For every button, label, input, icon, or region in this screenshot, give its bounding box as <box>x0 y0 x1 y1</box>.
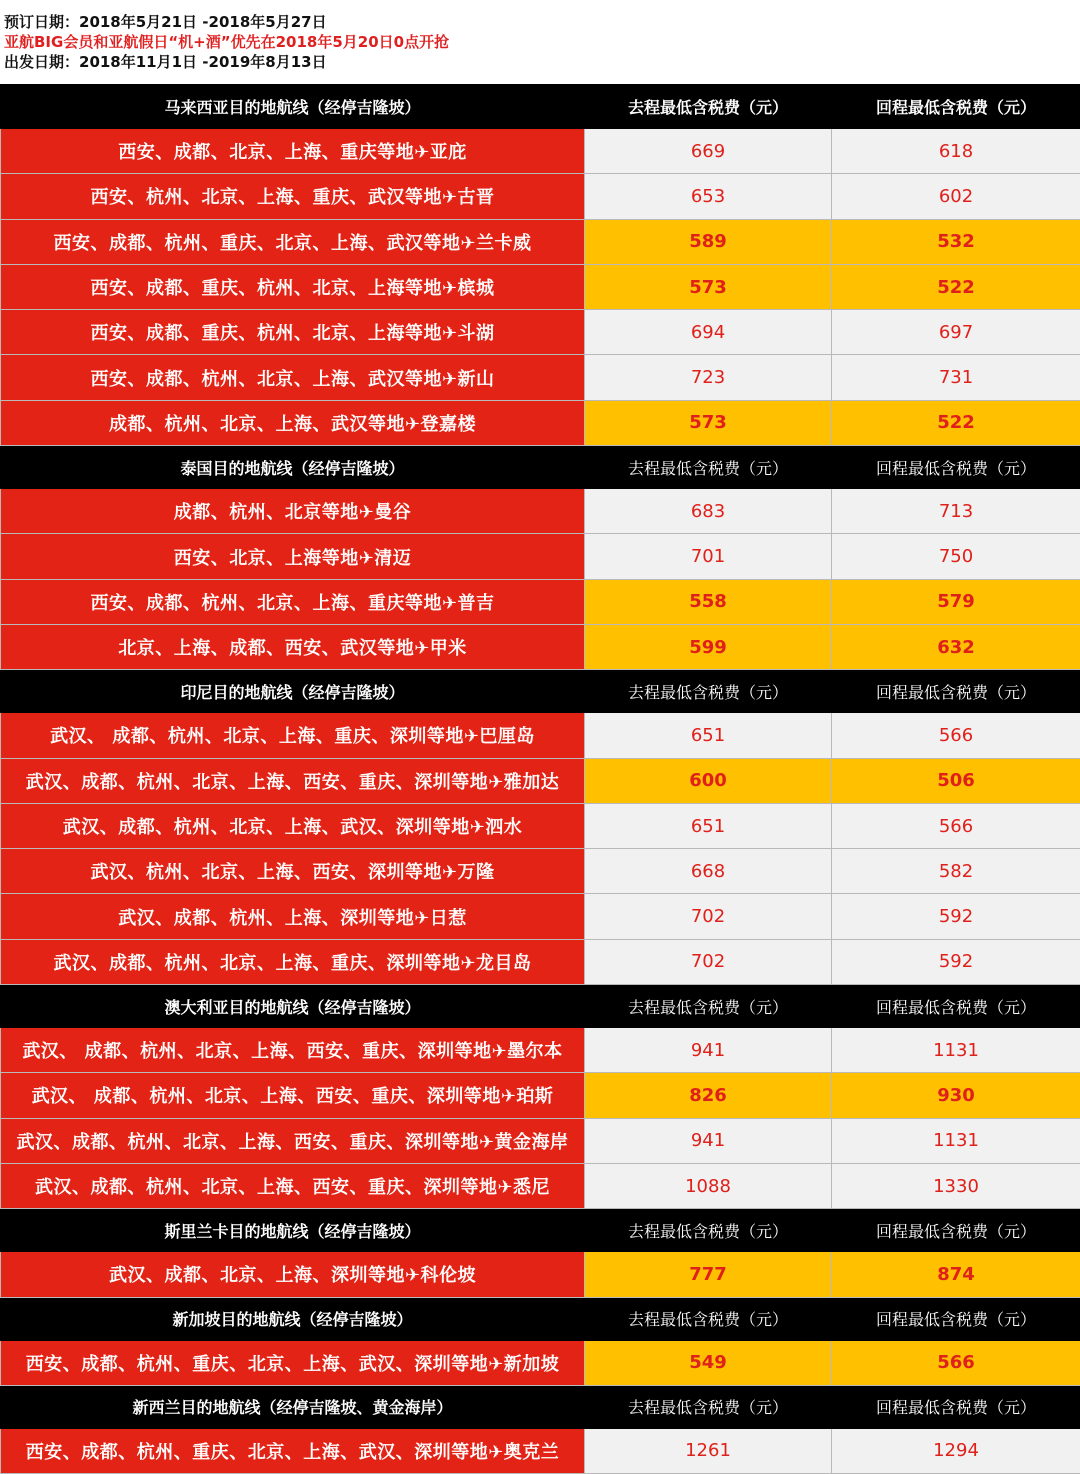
outbound-fare-header: 去程最低含税费（元） <box>585 985 832 1028</box>
route-cell: 北京、上海、成都、西安、武汉等地✈甲米 <box>1 624 585 669</box>
return-fare-cell: 566 <box>832 713 1080 758</box>
section-title: 泰国目的地航线（经停吉隆坡） <box>1 446 585 489</box>
outbound-fare-cell: 1088 <box>585 1163 832 1208</box>
outbound-fare-cell: 573 <box>585 264 832 309</box>
outbound-fare-header: 去程最低含税费（元） <box>585 446 832 489</box>
route-fare-row <box>1 489 1080 534</box>
route-fare-row <box>1 1252 1080 1297</box>
return-fare-cell: 579 <box>832 579 1080 624</box>
return-fare-cell: 592 <box>832 939 1080 984</box>
return-fare-header: 回程最低含税费（元） <box>832 985 1080 1028</box>
return-fare-header: 回程最低含税费（元） <box>832 85 1080 129</box>
priority-note: 亚航BIG会员和亚航假日“机+酒”优先在2018年5月20日0点开抢 <box>4 32 1080 52</box>
return-fare-cell: 592 <box>832 894 1080 939</box>
return-fare-cell: 1131 <box>832 1028 1080 1073</box>
outbound-fare-cell: 683 <box>585 489 832 534</box>
route-cell: 武汉、杭州、北京、上海、西安、深圳等地✈万隆 <box>1 849 585 894</box>
fare-table-body <box>1 85 1080 1474</box>
route-cell: 西安、成都、杭州、北京、上海、武汉等地✈新山 <box>1 355 585 400</box>
outbound-fare-cell: 723 <box>585 355 832 400</box>
route-fare-row <box>1 1340 1080 1385</box>
section-header-row <box>1 985 1080 1028</box>
outbound-fare-cell: 669 <box>585 129 832 174</box>
route-fare-row <box>1 534 1080 579</box>
return-fare-cell: 522 <box>832 400 1080 445</box>
route-fare-row <box>1 624 1080 669</box>
route-fare-row <box>1 355 1080 400</box>
return-fare-cell: 602 <box>832 174 1080 219</box>
route-fare-row <box>1 1028 1080 1073</box>
section-title: 新西兰目的地航线（经停吉隆坡、黄金海岸） <box>1 1385 585 1428</box>
outbound-fare-cell: 589 <box>585 219 832 264</box>
outbound-fare-header: 去程最低含税费（元） <box>585 85 832 129</box>
route-cell: 西安、成都、杭州、重庆、北京、上海、武汉、深圳等地✈奥克兰 <box>1 1428 585 1473</box>
promo-header <box>0 0 1080 84</box>
route-fare-row <box>1 579 1080 624</box>
return-fare-header: 回程最低含税费（元） <box>832 1385 1080 1428</box>
return-fare-cell: 713 <box>832 489 1080 534</box>
route-cell: 武汉、成都、杭州、北京、上海、西安、重庆、深圳等地✈黄金海岸 <box>1 1118 585 1163</box>
route-fare-row <box>1 1428 1080 1473</box>
return-fare-cell: 566 <box>832 1340 1080 1385</box>
return-fare-cell: 618 <box>832 129 1080 174</box>
outbound-fare-cell: 668 <box>585 849 832 894</box>
section-header-row <box>1 1209 1080 1252</box>
route-cell: 西安、成都、重庆、杭州、北京、上海等地✈槟城 <box>1 264 585 309</box>
return-fare-cell: 566 <box>832 803 1080 848</box>
route-cell: 武汉、 成都、杭州、北京、上海、重庆、深圳等地✈巴厘岛 <box>1 713 585 758</box>
section-header-row <box>1 1385 1080 1428</box>
outbound-fare-cell: 702 <box>585 939 832 984</box>
fare-table <box>0 84 1080 1474</box>
route-fare-row <box>1 849 1080 894</box>
section-title: 新加坡目的地航线（经停吉隆坡） <box>1 1297 585 1340</box>
return-fare-cell: 532 <box>832 219 1080 264</box>
route-fare-row <box>1 939 1080 984</box>
route-fare-row <box>1 174 1080 219</box>
outbound-fare-cell: 600 <box>585 758 832 803</box>
section-header-row <box>1 85 1080 129</box>
route-cell: 武汉、成都、杭州、北京、上海、重庆、深圳等地✈龙目岛 <box>1 939 585 984</box>
outbound-fare-cell: 599 <box>585 624 832 669</box>
route-cell: 西安、成都、杭州、重庆、北京、上海、武汉、深圳等地✈新加坡 <box>1 1340 585 1385</box>
return-fare-cell: 1294 <box>832 1428 1080 1473</box>
outbound-fare-cell: 651 <box>585 803 832 848</box>
outbound-fare-cell: 694 <box>585 310 832 355</box>
outbound-fare-header: 去程最低含税费（元） <box>585 1297 832 1340</box>
return-fare-header: 回程最低含税费（元） <box>832 446 1080 489</box>
travel-period: 出发日期：2018年11月1日 -2019年8月13日 <box>4 52 1080 72</box>
route-cell: 西安、成都、杭州、重庆、北京、上海、武汉等地✈兰卡威 <box>1 219 585 264</box>
return-fare-header: 回程最低含税费（元） <box>832 1209 1080 1252</box>
route-cell: 武汉、成都、杭州、北京、上海、武汉、深圳等地✈泗水 <box>1 803 585 848</box>
outbound-fare-cell: 651 <box>585 713 832 758</box>
route-fare-row <box>1 758 1080 803</box>
return-fare-cell: 731 <box>832 355 1080 400</box>
route-cell: 武汉、成都、北京、上海、深圳等地✈科伦坡 <box>1 1252 585 1297</box>
route-cell: 西安、北京、上海等地✈清迈 <box>1 534 585 579</box>
route-fare-row <box>1 894 1080 939</box>
outbound-fare-cell: 701 <box>585 534 832 579</box>
return-fare-cell: 1330 <box>832 1163 1080 1208</box>
return-fare-cell: 750 <box>832 534 1080 579</box>
route-cell: 成都、杭州、北京等地✈曼谷 <box>1 489 585 534</box>
route-cell: 西安、成都、北京、上海、重庆等地✈亚庇 <box>1 129 585 174</box>
route-cell: 武汉、成都、杭州、北京、上海、西安、重庆、深圳等地✈悉尼 <box>1 1163 585 1208</box>
return-fare-cell: 697 <box>832 310 1080 355</box>
outbound-fare-cell: 573 <box>585 400 832 445</box>
route-cell: 成都、杭州、北京、上海、武汉等地✈登嘉楼 <box>1 400 585 445</box>
section-title: 澳大利亚目的地航线（经停吉隆坡） <box>1 985 585 1028</box>
section-title: 斯里兰卡目的地航线（经停吉隆坡） <box>1 1209 585 1252</box>
return-fare-cell: 930 <box>832 1073 1080 1118</box>
outbound-fare-header: 去程最低含税费（元） <box>585 1209 832 1252</box>
return-fare-cell: 874 <box>832 1252 1080 1297</box>
section-header-row <box>1 1297 1080 1340</box>
return-fare-header: 回程最低含税费（元） <box>832 670 1080 713</box>
outbound-fare-cell: 941 <box>585 1118 832 1163</box>
section-title: 印尼目的地航线（经停吉隆坡） <box>1 670 585 713</box>
route-fare-row <box>1 1118 1080 1163</box>
route-cell: 西安、成都、重庆、杭州、北京、上海等地✈斗湖 <box>1 310 585 355</box>
route-fare-row <box>1 1073 1080 1118</box>
route-cell: 武汉、成都、杭州、上海、深圳等地✈日惹 <box>1 894 585 939</box>
route-fare-row <box>1 713 1080 758</box>
return-fare-cell: 632 <box>832 624 1080 669</box>
route-fare-row <box>1 310 1080 355</box>
outbound-fare-cell: 549 <box>585 1340 832 1385</box>
return-fare-cell: 1131 <box>832 1118 1080 1163</box>
section-title: 马来西亚目的地航线（经停吉隆坡） <box>1 85 585 129</box>
outbound-fare-header: 去程最低含税费（元） <box>585 670 832 713</box>
section-header-row <box>1 670 1080 713</box>
outbound-fare-cell: 941 <box>585 1028 832 1073</box>
route-cell: 武汉、 成都、杭州、北京、上海、西安、重庆、深圳等地✈珀斯 <box>1 1073 585 1118</box>
outbound-fare-cell: 777 <box>585 1252 832 1297</box>
outbound-fare-cell: 558 <box>585 579 832 624</box>
outbound-fare-cell: 653 <box>585 174 832 219</box>
route-cell: 武汉、成都、杭州、北京、上海、西安、重庆、深圳等地✈雅加达 <box>1 758 585 803</box>
route-fare-row <box>1 219 1080 264</box>
outbound-fare-cell: 702 <box>585 894 832 939</box>
return-fare-cell: 522 <box>832 264 1080 309</box>
return-fare-header: 回程最低含税费（元） <box>832 1297 1080 1340</box>
route-fare-row <box>1 803 1080 848</box>
route-fare-row <box>1 129 1080 174</box>
return-fare-cell: 506 <box>832 758 1080 803</box>
outbound-fare-header: 去程最低含税费（元） <box>585 1385 832 1428</box>
route-cell: 武汉、 成都、杭州、北京、上海、西安、重庆、深圳等地✈墨尔本 <box>1 1028 585 1073</box>
route-fare-row <box>1 400 1080 445</box>
outbound-fare-cell: 826 <box>585 1073 832 1118</box>
route-cell: 西安、成都、杭州、北京、上海、重庆等地✈普吉 <box>1 579 585 624</box>
booking-period: 预订日期：2018年5月21日 -2018年5月27日 <box>4 12 1080 32</box>
outbound-fare-cell: 1261 <box>585 1428 832 1473</box>
return-fare-cell: 582 <box>832 849 1080 894</box>
route-fare-row <box>1 1163 1080 1208</box>
route-cell: 西安、杭州、北京、上海、重庆、武汉等地✈古晋 <box>1 174 585 219</box>
section-header-row <box>1 446 1080 489</box>
route-fare-row <box>1 264 1080 309</box>
